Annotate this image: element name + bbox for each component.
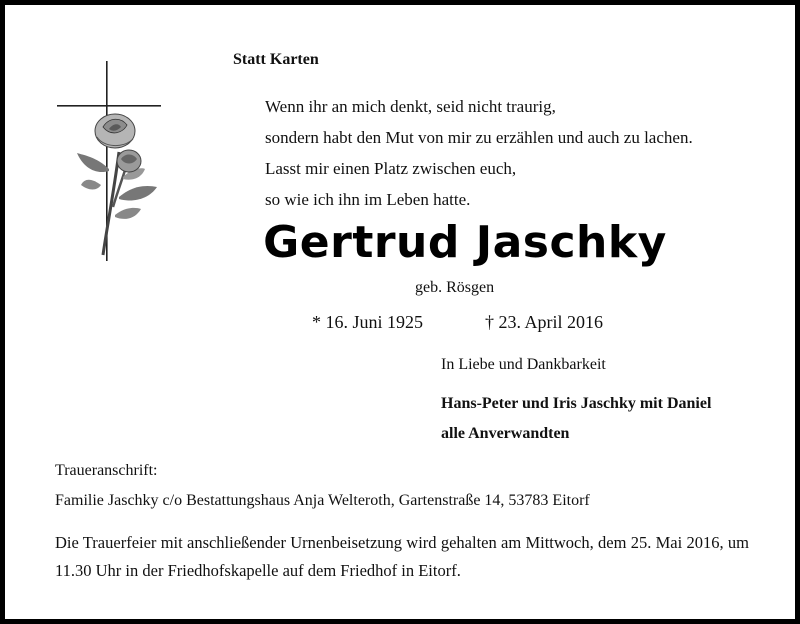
deceased-name: Gertrud Jaschky: [263, 217, 667, 268]
poem-line: Wenn ihr an mich denkt, seid nicht traurig,: [265, 97, 556, 116]
poem-line: so wie ich ihn im Leben hatte.: [265, 190, 471, 209]
maiden-name: geb. Rösgen: [415, 279, 495, 296]
mourner-line: alle Anverwandten: [441, 425, 570, 442]
poem-line: sondern habt den Mut von mir zu erzählen und auch zu lachen.: [265, 128, 693, 147]
address-text: Familie Jaschky c/o Bestattungshaus Anja Welteroth, Gartenstraße 14, 53783 Eitorf: [55, 492, 590, 509]
dedication: In Liebe und Dankbarkeit: [441, 356, 606, 373]
mourners-list: [441, 389, 711, 449]
death-date: † 23. April 2016: [485, 312, 604, 332]
header-statt-karten: Statt Karten: [233, 51, 319, 68]
poem: [265, 91, 693, 215]
ceremony-details: Die Trauerfeier mit anschließender Urnenbeisetzung wird gehalten am Mittwoch, dem 25. Mai 2016, um 11.30 Uhr in der Friedhofskapelle auf dem Friedhof in Eitorf.: [55, 533, 749, 580]
poem-line: Lasst mir einen Platz zwischen euch,: [265, 159, 517, 178]
birth-date: * 16. Juni 1925: [312, 312, 424, 332]
mourner-line: Hans-Peter und Iris Jaschky mit Daniel: [441, 395, 712, 412]
address-label: Traueranschrift:: [55, 462, 158, 479]
